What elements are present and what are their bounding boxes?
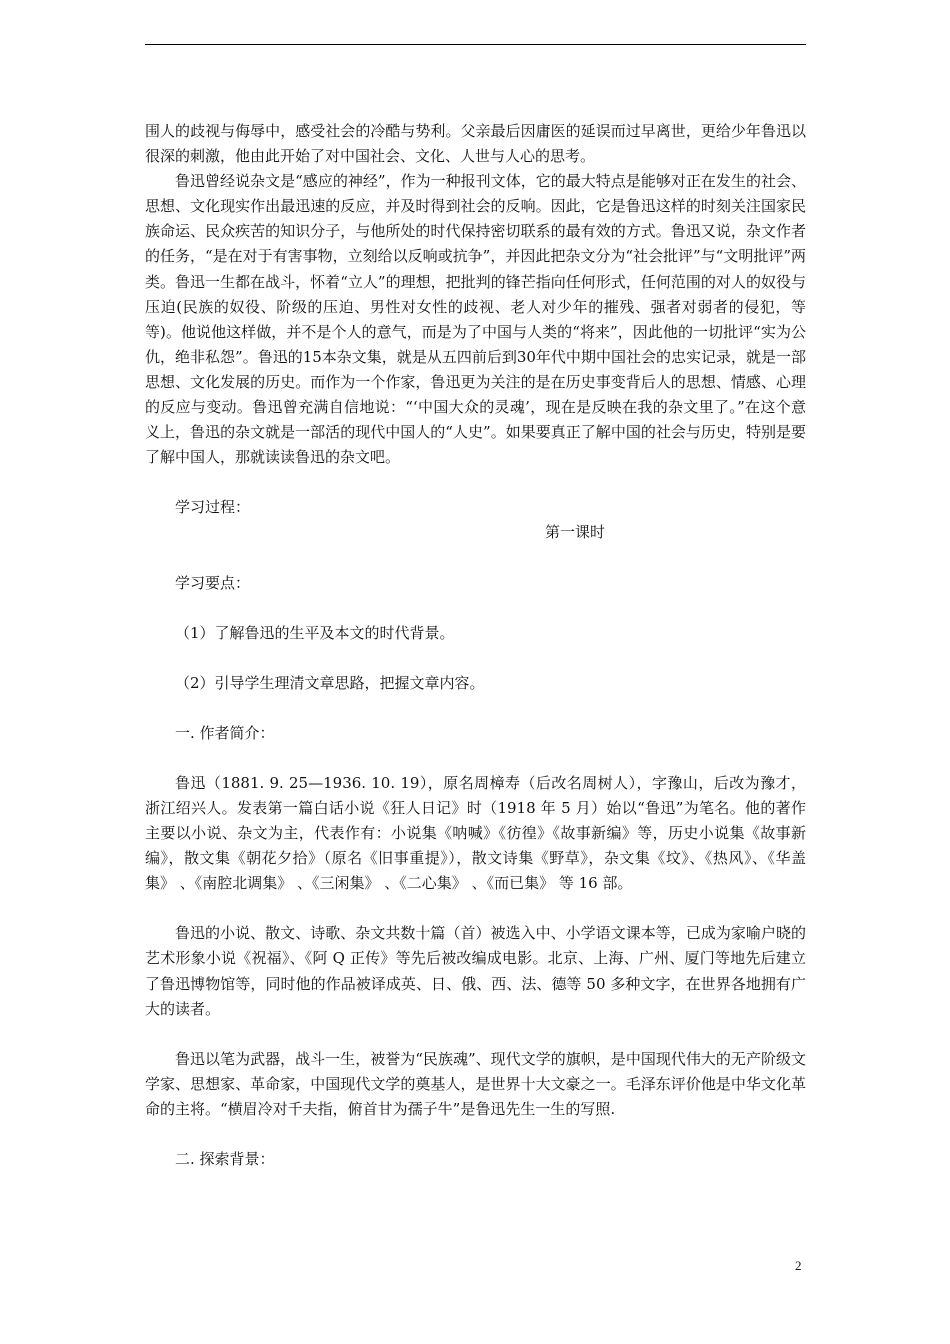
paragraph-influence: 鲁迅的小说、散文、诗歌、杂文共数十篇（首）被选入中、小学语文课本等，已成为家喻户晓的艺术形象小说《祝福》、《阿 Q 正传》等先后被改编成电影。北京、上海、广州、厦门等地先后建立了鲁迅博物馆等，同时他的作品被译成英、日、俄、西、法、德等 50 多种文字，在世界各地拥有广大的读者。 [145, 924, 806, 1018]
heading-author-intro: 一. 作者简介： [175, 723, 275, 742]
paragraph-evaluation: 鲁迅以笔为武器，战斗一生，被誉为“民族魂”、现代文学的旗帜，是中国现代伟大的无产阶级文学家、思想家、革命家，中国现代文学的奠基人，是世界十大文豪之一。毛泽东评价他是中华文化革命的主将。“横眉冷对千夫指，俯首甘为孺子牛”是鲁迅先生一生的写照. [145, 1049, 806, 1118]
paragraph-biography: 鲁迅（1881. 9. 25—1936. 10. 19），原名周樟寿（后改名周树人），字豫山，后改为豫才，浙江绍兴人。发表第一篇白话小说《狂人日记》时（1918 年 5 月）始以“鲁迅”为笔名。他的著作主要以小说、杂文为主，代表作有：小说集《呐喊》《彷徨》《故事新编》等，历史小说集《故事新编》，散文集《朝花夕拾》（原名《旧事重提》），散文诗集《野草》，杂文集《坟》、《热风》、《华盖集》 、《南腔北调集》 、《三闲集》 、《二心集》 、《而已集》 等 16 部。 [145, 773, 806, 893]
heading-background: 二. 探索背景： [175, 1150, 275, 1168]
heading-learning-process: 学习过程： [175, 498, 251, 517]
page-number: 2 [795, 1258, 802, 1273]
document-body [145, 119, 806, 1172]
paragraph-zawen: 鲁迅曾经说杂文是“感应的神经”，作为一种报刊文体，它的最大特点是能够对正在发生的社会、思想、文化现实作出最迅速的反应，并及时得到社会的反响。因此，它是鲁迅这样的时刻关注国家民族命运、民众疾苦的知识分子，与他所处的时代保持密切联系的最有效的方式。鲁迅又说，杂文作者的任务，“是在对于有害事物，立刻给以反响或抗争”，并因此把杂文分为“社会批评”与“文明批评”两类。鲁迅一生都在战斗，怀着“立人”的理想，把批判的锋芒指向任何形式，任何范围的对人的奴役与压迫(民族的奴役、阶级的压迫、男性对女性的歧视、老人对少年的摧残、强者对弱者的侵犯，等等)。他说他这样做，并不是个人的意气，而是为了中国与人类的“将来”，因此他的一切批评“实为公仇，绝非私怨”。鲁迅的15本杂文集，就是从五四前后到30年代中期中国社会的忠实记录，就是一部思想、文化发展的历史。而作为一个作家，鲁迅更为关注的是在历史事变背后人的思想、情感、心理的反应与变动。鲁迅曾充满自信地说：“‘中国大众的灵魂’，现在是反映在我的杂文里了。”在这个意义上，鲁迅的杂文就是一部活的现代中国人的“人史”。如果要真正了解中国的社会与历史，特别是要了解中国人，那就读读鲁迅的杂文吧。 [145, 172, 807, 467]
heading-first-lesson: 第一课时 [545, 523, 606, 542]
key-point-2: （2）引导学生理清文章思路，把握文章内容。 [175, 673, 485, 692]
key-point-1: （1）了解鲁迅的生平及本文的时代背景。 [175, 623, 455, 642]
heading-key-points: 学习要点： [175, 573, 251, 592]
header-rule [145, 44, 806, 45]
paragraph-childhood: 围人的歧视与侮辱中，感受社会的冷酷与势利。父亲最后因庸医的延误而过早离世，更给少年鲁迅以很深的刺激，他由此开始了对中国社会、文化、人世与人心的思考。 [145, 122, 806, 166]
